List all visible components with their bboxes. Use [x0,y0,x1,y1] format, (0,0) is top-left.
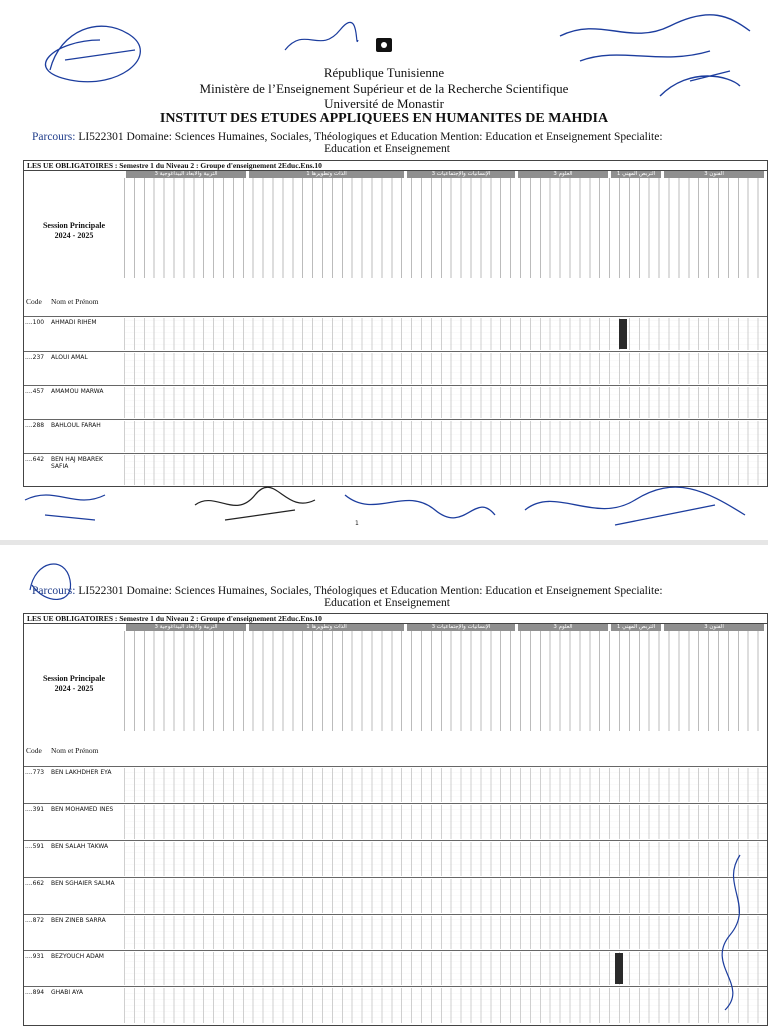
group-education: التربية والأبعاد البيداغوجية 3 [126,624,246,631]
code-header: Code [26,297,42,306]
parcours-line [32,131,742,155]
ministry-title: Ministère de l’Enseignement Supérieur et de la Recherche Scientifique [199,81,569,96]
student-name: BEN HAJ MBAREK SAFIA [51,456,103,470]
group-internship: التربص المهني 1 [611,624,661,631]
student-name: BEN SALAH TAKWA [51,843,109,850]
ue-title: LES UE OBLIGATOIRES : Semestre 1 du Niveau 2 : Groupe d'enseignement 2Educ.Ens.10 [24,161,767,171]
student-name: ALOUI AMAL [51,354,88,361]
parcours-text: LI522301 Domaine: Sciences Humaines, Sociales, Théologiques et Education Mention: Education et Enseignement Specialite: [78,131,663,143]
group-sciences: العلوم 3 [518,624,608,631]
student-name: AHMADI RIHEM [51,319,97,326]
student-code: ....591 [25,843,45,850]
student-code: ....931 [25,953,45,960]
session-year: 2024 - 2025 [54,684,94,693]
institute-title: INSTITUT DES ETUDES APPLIQUEES EN HUMANITES DE MAHDIA [159,111,609,126]
group-arts: الفنون 3 [664,624,764,631]
highlight-cell [615,953,623,984]
grade-cells [124,768,767,802]
grade-cells [124,988,767,1023]
grade-cells [124,805,767,839]
student-name: BEZYOUCH ADAM [51,953,104,960]
session-label: Session Principale [42,674,105,683]
student-name: BAHLOUL FARAH [51,422,101,429]
parcours-line [32,585,742,609]
grade-cells [124,952,767,985]
grade-cells [124,842,767,876]
student-name: BEN MOHAMED INES [51,806,114,813]
student-code: ....237 [25,354,45,361]
group-sciences: العلوم 3 [518,171,608,178]
group-internship: التربص المهني 1 [611,171,661,178]
parcours-text: LI522301 Domaine: Sciences Humaines, Sociales, Théologiques et Education Mention: Education et Enseignement Specialite: [78,585,663,597]
table-row [24,840,767,877]
grade-cells [124,455,767,485]
student-code: ....894 [25,989,45,996]
group-header-bar [24,624,767,631]
grade-cells [124,421,767,452]
student-code: ....773 [25,769,45,776]
table-row [24,453,767,486]
student-code: ....391 [25,806,45,813]
group-humanities: الإنسانيات والإجتماعيات 3 [407,171,515,178]
student-code: ....642 [25,456,45,463]
code-header: Code [26,746,42,755]
grade-cells [124,353,767,384]
grade-cells [124,318,767,350]
parcours-label: Parcours: [32,585,76,597]
transcript-page-2 [0,545,768,1024]
group-header-bar [24,171,767,178]
table-row [24,385,767,419]
table-row [24,351,767,385]
student-code: ....100 [25,319,45,326]
republic-title: République Tunisienne [323,65,445,80]
grade-cells [124,387,767,418]
table-row [24,914,767,950]
column-subheaders [124,631,767,731]
table-row [24,419,767,453]
student-code: ....457 [25,388,45,395]
student-name: AMAMOU MARWA [51,388,104,395]
university-title: Université de Monastir [324,96,444,111]
highlight-cell [619,319,627,349]
parcours-specialite: Education et Enseignement [324,597,450,609]
group-self: الذات وتطويرها 1 [249,624,404,631]
group-self: الذات وتطويرها 1 [249,171,404,178]
table-row [24,986,767,1024]
signature-bottom-row [15,480,760,540]
grades-table [23,160,768,487]
student-name: BEN ZINEB SARRA [51,917,106,924]
session-label: Session Principale [42,221,105,230]
tunisia-seal-icon [376,38,392,52]
table-row [24,803,767,840]
grades-table [23,613,768,1026]
group-arts: الفنون 3 [664,171,764,178]
table-row [24,316,767,351]
signature-top-center [280,20,360,60]
name-header: Nom et Prénom [51,746,99,755]
page-number: 1 [355,520,359,527]
group-humanities: الإنسانيات والإجتماعيات 3 [407,624,515,631]
column-subheaders [124,178,767,278]
student-name: BEN SGHAIER SALMA [51,880,115,887]
table-row [24,877,767,914]
student-name: BEN LAKHDHER EYA [51,769,112,776]
session-year: 2024 - 2025 [54,231,94,240]
student-name: GHABI AYA [51,989,84,996]
parcours-label: Parcours: [32,131,76,143]
grade-cells [124,916,767,949]
ue-title: LES UE OBLIGATOIRES : Semestre 1 du Niveau 2 : Groupe d'enseignement 2Educ.Ens.10 [24,614,767,624]
name-header: Nom et Prénom [51,297,99,306]
student-code: ....288 [25,422,45,429]
parcours-specialite: Education et Enseignement [324,143,450,155]
table-row [24,950,767,986]
table-row [24,766,767,803]
student-code: ....662 [25,880,45,887]
grade-cells [124,879,767,913]
group-education: التربية والأبعاد البيداغوجية 3 [126,171,246,178]
student-code: ....872 [25,917,45,924]
